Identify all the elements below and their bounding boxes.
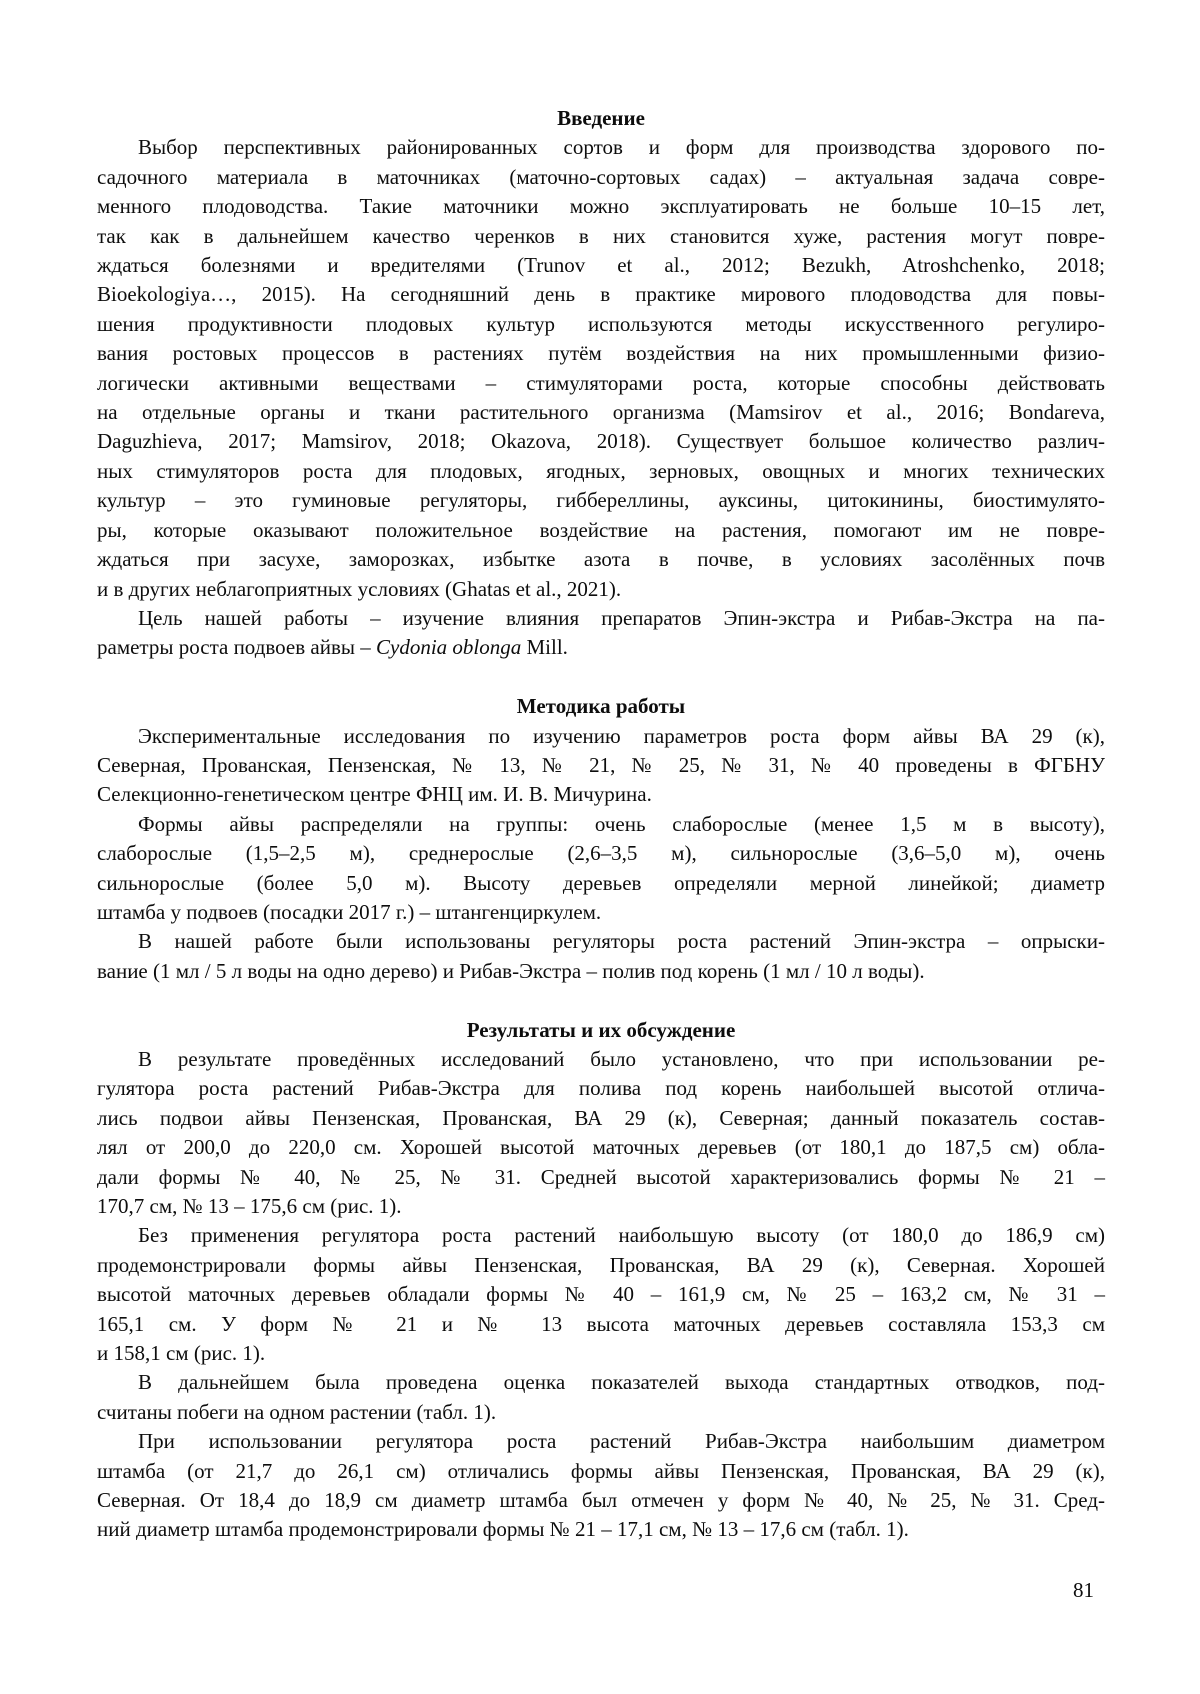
section-1 bbox=[97, 104, 1105, 663]
paragraph bbox=[97, 1368, 1105, 1427]
text-line: лял от 200,0 до 220,0 см. Хорошей высотой маточных деревьев (от 180,1 до 187,5 см) обла- bbox=[97, 1135, 1105, 1160]
text-line: так как в дальнейшем качество черенков в них становится хуже, растения могут повре- bbox=[97, 223, 1105, 248]
paragraph bbox=[97, 1045, 1105, 1221]
text-line: менного плодоводства. Такие маточники можно эксплуатировать не больше 10–15 лет, bbox=[97, 194, 1105, 219]
paragraph bbox=[97, 133, 1105, 604]
text-line: и 158,1 см (рис. 1). bbox=[97, 1341, 266, 1366]
text-line: гулятора роста растений Рибав-Экстра для полива под корень наибольшей высотой отлича- bbox=[97, 1076, 1105, 1101]
paragraph bbox=[97, 927, 1105, 986]
text-line: и в других неблагоприятных условиях (Ghatas et al., 2021). bbox=[97, 576, 622, 601]
text-line: Цель нашей работы – изучение влияния препаратов Эпин-экстра и Рибав-Экстра на па- bbox=[138, 605, 1105, 630]
text-line: штамба (от 21,7 до 26,1 см) отличались формы айвы Пензенская, Прованская, ВА 29 (к), bbox=[97, 1458, 1105, 1483]
paragraph bbox=[97, 1221, 1105, 1368]
text-line: ний диаметр штамба продемонстрировали формы № 21 – 17,1 см, № 13 – 17,6 см (табл. 1). bbox=[97, 1517, 909, 1542]
text-line: шения продуктивности плодовых культур используются методы искусственного регулиро- bbox=[97, 311, 1105, 336]
text-line: сильнорослые (более 5,0 м). Высоту деревьев определяли мерной линейкой; диаметр bbox=[97, 870, 1105, 895]
text-line bbox=[97, 633, 1105, 662]
text-line: Формы айвы распределяли на группы: очень слаборослые (менее 1,5 м в высоту), bbox=[138, 811, 1105, 836]
paragraph bbox=[97, 1427, 1105, 1545]
text-line: Селекционно-генетическом центре ФНЦ им. И. В. Мичурина. bbox=[97, 782, 652, 807]
text-line: логически активными веществами – стимуляторами роста, которые способны действовать bbox=[97, 370, 1105, 395]
article-body bbox=[97, 104, 1105, 1545]
page-number: 81 bbox=[1073, 1578, 1094, 1602]
paragraph bbox=[97, 604, 1105, 663]
text-line: продемонстрировали формы айвы Пензенская, Прованская, ВА 29 (к), Северная. Хорошей bbox=[97, 1252, 1105, 1277]
text-line: ждаться при засухе, заморозках, избытке азота в почве, в условиях засолённых почв bbox=[97, 547, 1105, 572]
text-line: В дальнейшем была проведена оценка показателей выхода стандартных отводков, под- bbox=[138, 1370, 1105, 1395]
text-line: дали формы № 40, № 25, № 31. Средней высотой характеризовались формы № 21 – bbox=[97, 1164, 1105, 1189]
section-heading: Результаты и их обсуждение bbox=[466, 1017, 736, 1042]
text-line: садочного материала в маточниках (маточно-сортовых садах) – актуальная задача совре- bbox=[97, 164, 1105, 189]
text-line: высотой маточных деревьев обладали формы № 40 – 161,9 см, № 25 – 163,2 см, № 31 – bbox=[97, 1282, 1105, 1307]
section-3 bbox=[97, 1016, 1105, 1545]
text-line: Daguzhieva, 2017; Mamsirov, 2018; Okazova, 2018). Существует большое количество различ- bbox=[97, 429, 1105, 454]
section-heading: Введение bbox=[557, 106, 645, 130]
paragraph bbox=[97, 722, 1105, 810]
text-line: на отдельные органы и ткани растительного организма (Mamsirov et al., 2016; Bondareva, bbox=[97, 400, 1105, 425]
text-line: 165,1 см. У форм № 21 и № 13 высота маточных деревьев составляла 153,3 см bbox=[97, 1311, 1105, 1336]
paragraph bbox=[97, 810, 1105, 928]
text-span: Mill. bbox=[521, 635, 568, 660]
text-line: культур – это гуминовые регуляторы, гиббереллины, ауксины, цитокинины, биостимулято- bbox=[97, 488, 1105, 513]
text-span: раметры роста подвоев айвы – bbox=[97, 635, 376, 660]
text-line: Bioekologiya…, 2015). На сегодняшний день в практике мирового плодоводства для повы- bbox=[97, 282, 1105, 307]
text-line: штамба у подвоев (посадки 2017 г.) – штангенциркулем. bbox=[97, 899, 602, 924]
text-line: ры, которые оказывают положительное воздействие на растения, помогают им не повре- bbox=[97, 517, 1105, 542]
text-line: лись подвои айвы Пензенская, Прованская, ВА 29 (к), Северная; данный показатель состав- bbox=[97, 1105, 1105, 1130]
text-line: Выбор перспективных районированных сортов и форм для производства здорового по- bbox=[138, 135, 1105, 160]
text-line: вание (1 мл / 5 л воды на одно дерево) и Рибав-Экстра – полив под корень (1 мл / 10 л воды). bbox=[97, 958, 925, 983]
section-2 bbox=[97, 692, 1105, 986]
text-line: ных стимуляторов роста для плодовых, ягодных, зерновых, овощных и многих технических bbox=[97, 458, 1105, 483]
text-line: В нашей работе были использованы регуляторы роста растений Эпин-экстра – опрыски- bbox=[138, 929, 1105, 954]
text-line: Северная, Прованская, Пензенская, № 13, № 21, № 25, № 31, № 40 проведены в ФГБНУ bbox=[97, 752, 1105, 777]
text-line: считаны побеги на одном растении (табл. 1). bbox=[97, 1399, 497, 1424]
text-line: Без применения регулятора роста растений наибольшую высоту (от 180,0 до 186,9 см) bbox=[138, 1223, 1105, 1248]
text-line: При использовании регулятора роста растений Рибав-Экстра наибольшим диаметром bbox=[138, 1429, 1105, 1454]
species-name-italic: Cydonia oblonga bbox=[376, 635, 522, 660]
text-line: В результате проведённых исследований было установлено, что при использовании ре- bbox=[138, 1046, 1105, 1071]
text-line: Северная. От 18,4 до 18,9 см диаметр штамба был отмечен у форм № 40, № 25, № 31. Сред- bbox=[97, 1488, 1105, 1513]
text-line: Экспериментальные исследования по изучению параметров роста форм айвы ВА 29 (к), bbox=[138, 723, 1105, 748]
text-line: ждаться болезнями и вредителями (Trunov et al., 2012; Bezukh, Atroshchenko, 2018; bbox=[97, 253, 1105, 278]
text-line: слаборослые (1,5–2,5 м), среднерослые (2,6–3,5 м), сильнорослые (3,6–5,0 м), очень bbox=[97, 841, 1105, 866]
text-line: 170,7 см, № 13 – 175,6 см (рис. 1). bbox=[97, 1194, 402, 1218]
text-line: вания ростовых процессов в растениях путём воздействия на них промышленными физио- bbox=[97, 341, 1105, 366]
section-heading: Методика работы bbox=[516, 694, 686, 719]
